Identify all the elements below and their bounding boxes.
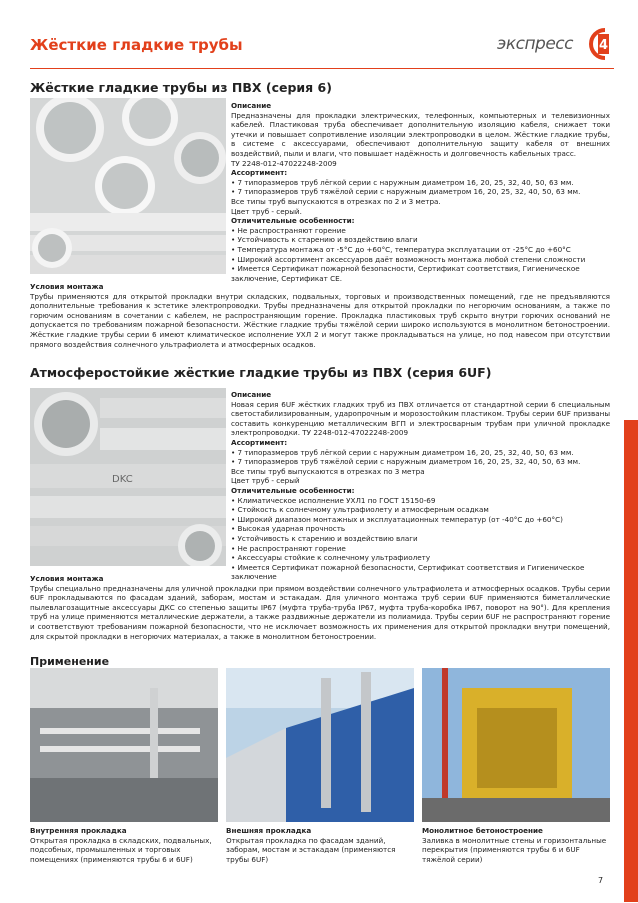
list-item: • 7 типоразмеров труб тяжёлой серии с наружным диаметром 16, 20, 25, 32, 40, 50, 63 мм. <box>231 187 581 197</box>
list-item: • Аксессуары стойкие к солнечному ультрафиолету <box>231 553 431 563</box>
color-text: Цвет труб - серый <box>231 476 300 486</box>
mounting-text: Трубы специально предназначены для уличной прокладки при прямом воздействии солнечного ультрафиолета и атмосферных осадков. Трубы серии 6UF прокладываются по фасадам зданий, заборам, мостам и эстакадам. Для уличного монтажа труб серии 6UF применяются биметаллические пылевлагозащитные аксессуары ДКС со степенью защиты IP67 (муфта труба-труба IP67, муфта труба-коробка IP67, поворот на 90°). Для крепления труб на улице применяются металлические держатели, а также раздвижные держатели из полиамида. Трубы серии 6UF не распространяют горение и соответствуют требованиям пожарной безопасности, что не исключает возможность их применения для открытой прокладки внутри помещений, для скрытой прокладки в негорючих материалах, а также в монолитном бетоностроении. <box>30 583 610 641</box>
list-item: • Не распространяют горение <box>231 225 346 235</box>
application-title: Применение <box>30 655 110 668</box>
mounting-heading: Условия монтажа <box>30 574 104 583</box>
assortment-heading: Ассортимент: <box>231 437 288 447</box>
list-item: • Не распространяют горение <box>231 543 346 553</box>
logo-text: экспресс <box>497 34 574 54</box>
section1-mounting <box>30 282 610 349</box>
list-item: • Стойкость к солнечному ультрафиолету и атмосферным осадкам <box>231 505 489 515</box>
lengths-text: Все типы труб выпускаются в отрезках по 2 и 3 метра. <box>231 196 441 206</box>
description-heading: Описание <box>231 101 272 110</box>
description-text: Новая серия 6UF жёстких гладких труб из ПВХ отличается от стандартной серии 6 специальным светостабилизированным, ударопрочным и морозостойким пластиком. Трубы серии 6UF призваны составить конкуренцию металлическим ВГП и электросварным трубам при уличной прокладке электропроводки. ТУ 2248-012-47022248-2009 <box>231 399 610 438</box>
side-accent-bar <box>624 420 638 902</box>
list-item: • Температура монтажа от -5°С до +60°С, температура эксплуатации от -25°С до +60°С <box>231 244 571 254</box>
description-heading: Описание <box>231 390 272 399</box>
assortment-heading: Ассортимент: <box>231 168 288 178</box>
application-heading: Внешняя прокладка <box>226 826 312 835</box>
list-item: • Широкий ассортимент аксессуаров даёт возможность монтажа любой степени сложности <box>231 254 586 264</box>
section1-photo <box>30 98 226 274</box>
features-heading: Отличительные особенности: <box>231 485 355 495</box>
list-item: • Имеется Сертификат пожарной безопасности, Сертификат соответствия и Гигиеническое заключение <box>231 562 585 582</box>
description-text: Предназначены для прокладки электрических, телефонных, компьютерных и телевизионных кабелей. Пластиковая труба обеспечивает дополнительную изоляцию кабеля, снижает токи утечки и повышает сопротивление изоляции электропроводки в целом. Жёсткие гладкие трубы, в системе с аксессуарами, обеспечивают дополнительную защиту кабеля от внешних воздействий, пыли и влаги, что повышает надёжность и долговечность кабельных трасс. <box>231 110 610 158</box>
page-number: 7 <box>598 876 604 885</box>
list-item: • Устойчивость к старению и воздействию влаги <box>231 235 418 245</box>
tu-code: ТУ 2248-012-47022248-2009 <box>231 158 337 168</box>
features-heading: Отличительные особенности: <box>231 216 355 226</box>
brand-logo <box>497 24 609 66</box>
application-text: Открытая прокладка в складских, подвальных, подсобных, промышленных и торговых помещениях (применяются трубы 6 и 6UF) <box>30 835 212 864</box>
indoor-installation-photo <box>30 668 218 822</box>
section1-title: Жёсткие гладкие трубы из ПВХ (серия 6) <box>30 80 332 95</box>
list-item: • 7 типоразмеров труб тяжёлой серии с наружным диаметром 16, 20, 25, 32, 40, 50, 63 мм. <box>231 457 581 467</box>
application-text: Открытая прокладка по фасадам зданий, заборам, мостам и эстакадам (применяются трубы 6UF) <box>226 835 396 864</box>
mounting-heading: Условия монтажа <box>30 282 104 291</box>
application-heading: Внутренняя прокладка <box>30 826 127 835</box>
list-item: • 7 типоразмеров труб лёгкой серии с наружным диаметром 16, 20, 25, 32, 40, 50, 63 мм. <box>231 447 574 457</box>
svg-text:DKC: DKC <box>112 474 133 485</box>
section2-photo <box>30 388 226 566</box>
mounting-text: Трубы применяются для открытой прокладки внутри складских, подвальных, торговых и производственных помещений, где не предъявляются дополнительные требования к эстетике электропроводки. Трубы предназначены для открытой прокладки по негорючим основаниям, а также по горючим основаниям в сочетании с кабелем, не распространяющим горение. Прокладка пластиковых труб скрыто внутри горючих оснований не допускается по требованиям пожарной безопасности. Жёсткие гладкие трубы тяжёлой серии широко используются в монолитном бетоностроении. Жёсткие гладкие трубы серии 6 имеют климатическое исполнение УХЛ 2 и могут также прокладываться на улице, но под навесом при отсутствии прямого воздействия солнечного ультрафиолета и атмосферных осадков. <box>30 291 610 349</box>
list-item: • Устойчивость к старению и воздействию влаги <box>231 533 418 543</box>
logo-number-icon <box>585 26 609 62</box>
lengths-text: Все типы труб выпускаются в отрезках по 3 метра <box>231 466 425 476</box>
list-item: • Широкий диапазон монтажных и эксплуатационных температур (от -40°С до +60°С) <box>231 514 563 524</box>
list-item: • Имеется Сертификат пожарной безопасности, Сертификат соответствия, Гигиеническое заключение, Сертификат CE. <box>231 264 580 283</box>
section1-description <box>231 101 610 283</box>
application-item-concrete <box>422 826 610 864</box>
page-title: Жёсткие гладкие трубы <box>30 36 243 54</box>
application-heading: Монолитное бетоностроение <box>422 826 543 835</box>
application-item-indoor <box>30 826 218 864</box>
concrete-construction-photo <box>422 668 610 822</box>
list-item: • Климатическое исполнение УХЛ1 по ГОСТ 15150-69 <box>231 495 436 505</box>
section2-title: Атмосферостойкие жёсткие гладкие трубы из ПВХ (серия 6UF) <box>30 365 492 380</box>
outdoor-installation-photo <box>226 668 414 822</box>
section2-mounting <box>30 574 610 641</box>
color-text: Цвет труб - серый. <box>231 206 302 216</box>
svg-text:4: 4 <box>598 38 609 53</box>
header-divider <box>30 68 614 69</box>
list-item: • Высокая ударная прочность <box>231 524 346 534</box>
section2-description <box>231 390 610 582</box>
application-item-outdoor <box>226 826 414 864</box>
list-item: • 7 типоразмеров труб лёгкой серии с наружным диаметром 16, 20, 25, 32, 40, 50, 63 мм. <box>231 177 574 187</box>
application-text: Заливка в монолитные стены и горизонтальные перекрытия (применяются трубы 6 и 6UF тяжёлой серии) <box>422 835 607 864</box>
